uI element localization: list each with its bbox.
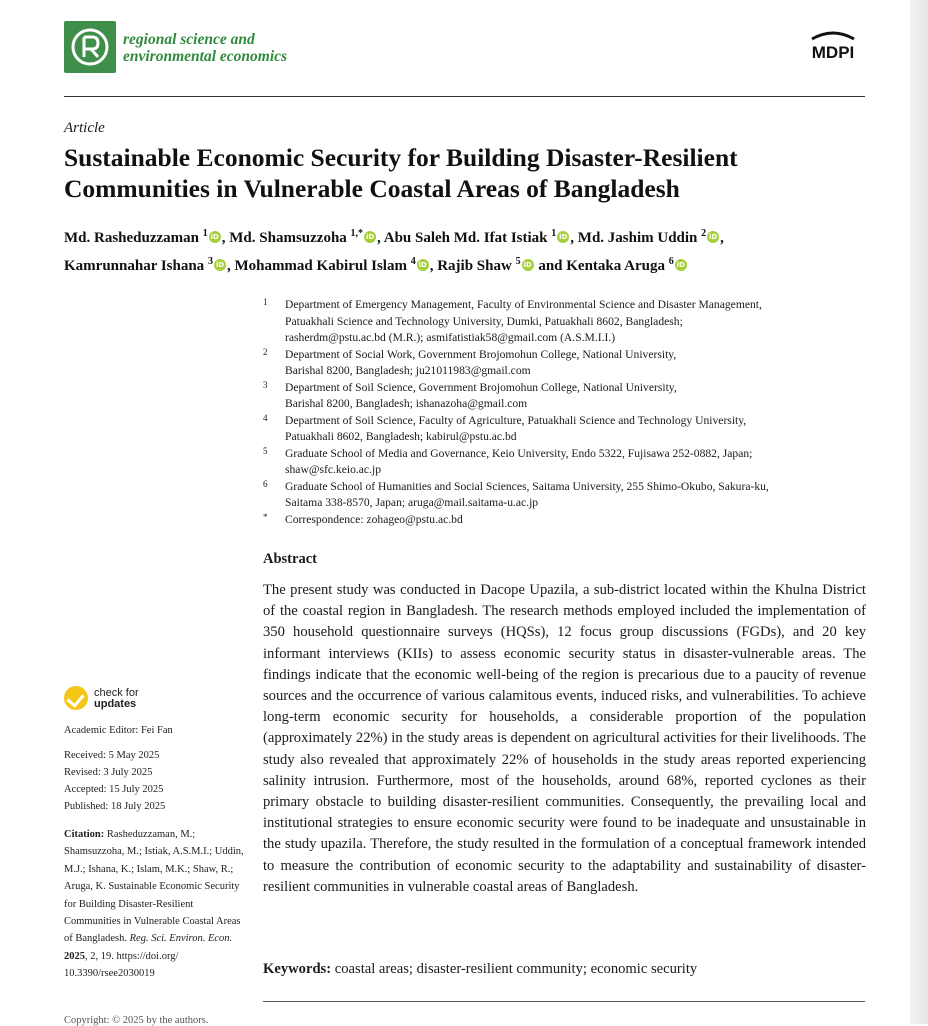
affiliation-number: 5 bbox=[263, 445, 268, 456]
citation-year: 2025 bbox=[64, 950, 85, 962]
keywords bbox=[263, 961, 866, 978]
article-title: Sustainable Economic Security for Building Disaster-Resilient Communities in Vulnerable Coastal Areas of Bangladesh bbox=[64, 143, 738, 203]
affiliation-line: Barishal 8200, Bangladesh; ishanazoha@gmail.com bbox=[285, 397, 528, 410]
author-affiliation-number: 6 bbox=[668, 256, 674, 267]
journal-logo-icon bbox=[64, 21, 116, 73]
author-affiliation-number: 1 bbox=[551, 228, 557, 239]
affiliation-item bbox=[263, 512, 863, 529]
keywords-text: coastal areas; disaster-resilient community; economic security bbox=[334, 961, 698, 977]
author-name[interactable]: Md. Rasheduzzaman bbox=[64, 230, 200, 246]
author-affiliation-number: 1,* bbox=[350, 228, 364, 239]
author-affiliation-number: 5 bbox=[515, 256, 521, 267]
affiliation-number: 6 bbox=[263, 478, 268, 489]
affiliation-line: Department of Soil Science, Faculty of Agriculture, Patuakhali Science and Technology University, bbox=[285, 413, 747, 427]
dates bbox=[64, 747, 244, 815]
header-divider bbox=[64, 96, 865, 97]
author-name[interactable]: Md. Jashim Uddin bbox=[577, 230, 698, 246]
affiliation-item bbox=[263, 446, 863, 479]
affiliation-number: 1 bbox=[263, 297, 268, 307]
citation-doi-link[interactable]: 10.3390/rsee2030019 bbox=[64, 968, 155, 980]
author-affiliation-number: 3 bbox=[207, 256, 213, 267]
orcid-icon[interactable]: iD bbox=[559, 233, 568, 241]
affiliation-line: Department of Soil Science, Government Brojomohun College, National University, bbox=[285, 380, 677, 394]
published-date: Published: 18 July 2025 bbox=[64, 801, 166, 812]
citation-label: Citation: bbox=[64, 829, 105, 840]
orcid-icon[interactable]: iD bbox=[709, 233, 718, 241]
affiliation-line: Patuakhali Science and Technology University, Dumki, Patuakhali 8602, Bangladesh; bbox=[285, 314, 683, 328]
article-type: Article bbox=[64, 120, 105, 136]
affiliation-item bbox=[263, 380, 863, 413]
copyright: Copyright: © 2025 by the authors. bbox=[64, 1015, 209, 1026]
affiliation-item bbox=[263, 413, 863, 446]
citation-authors: Rasheduzzaman, M.; Shamsuzzoha, M.; Istiak, A.S.M.I.; Uddin, M.J.; Ishana, K.; Islam, M.K.; Shaw, R.; Aruga, K. Sustainable Economic Security for Building Disaster-Resilient Communities in Vulnerable Coastal Areas of Bangladesh. bbox=[64, 829, 244, 945]
affiliation-line: Graduate School of Humanities and Social Sciences, Saitama University, 255 Shimo-Okubo, Sakura-ku, bbox=[285, 479, 769, 493]
affiliation-line: Department of Emergency Management, Faculty of Environmental Science and Disaster Management, bbox=[285, 298, 762, 311]
orcid-icon[interactable]: iD bbox=[676, 261, 685, 269]
affiliation-item bbox=[263, 347, 863, 380]
abstract-text: The present study was conducted in Dacope Upazila, a sub-district located within the Khulna District of the coastal region in Bangladesh. The research methods employed included the implementation of 350 household questionnaire surveys (HQSs), 12 focus group discussions (FGDs), and 20 key informant interviews (KIIs) to assess economic security status in disaster-vulnerable areas. The findings indicate that the economic well-being of the region is precarious due to a paucity of revenue sources and the occurrence of various calamitous events, induced risks, and vulnerabilities. To achieve long-term economic security for households, a considerable proportion of the population (approximately 22%) in the study areas is dependent on agricultural activities for their livelihoods. The study also revealed that approximately 22% of households in the study areas reported experiencing salinity intrusion. Furthermore, most of the households, around 68%, reported cyclones as their primary obstacle to building disaster-resilient communities. Consequently, the prevailing local and institutional strategies to ensure economic security were found to be inadequate and unsustainable in the study upazila. Therefore, the study resulted in the formulation of a conceptual framework intended to measure the contribution of economic security to the adaptability and sustainability of disaster-resilient communities in vulnerable coastal areas of Bangladesh. bbox=[263, 582, 866, 895]
affiliation-item bbox=[263, 479, 863, 512]
orcid-icon[interactable]: iD bbox=[365, 233, 375, 241]
author-affiliation-number: 4 bbox=[410, 256, 416, 267]
affiliation-number: 4 bbox=[263, 412, 268, 423]
citation-volume: , 2, 19. https://doi.org/ bbox=[85, 950, 179, 962]
author-name[interactable]: Kentaka Aruga bbox=[566, 258, 666, 274]
author-list: Md. Rasheduzzaman $^1$ iD , Md. Shamsuzzoha $^{1,*}$ iD , Abu Saleh Md. Ifat Istiak $^1$ iD , Md. Jashim Uddin $^2$ iD , Kamrunnahar Ishana $^3$ iD , Mohammad Kabirul Islam $^4$ iD , Rajib Shaw $^5$ iD and Kentaka Aruga $^6$ iD bbox=[64, 228, 724, 274]
affiliation-line: Barishal 8200, Bangladesh; ju21011983@gmail.com bbox=[285, 364, 531, 377]
affiliation-line: shaw@sfc.keio.ac.jp bbox=[285, 463, 381, 476]
author-name[interactable]: Mohammad Kabirul Islam bbox=[234, 258, 407, 274]
journal-name[interactable]: regional science and environmental economics bbox=[123, 31, 288, 65]
affiliation-line: Graduate School of Media and Governance, Keio University, Endo 5322, Fujisawa 252-0882, Japan; bbox=[285, 446, 753, 460]
affiliation-line: rasherdm@pstu.ac.bd (M.R.); asmifatistiak58@gmail.com (A.S.M.I.I.) bbox=[285, 331, 616, 344]
page-edge-shadow bbox=[910, 0, 928, 1024]
academic-editor: Academic Editor: Fei Fan bbox=[64, 725, 173, 736]
abstract-heading: Abstract bbox=[263, 551, 317, 567]
affiliation-number: * bbox=[263, 511, 268, 522]
orcid-icon[interactable]: iD bbox=[210, 233, 219, 241]
revised-date: Revised: 3 July 2025 bbox=[64, 767, 153, 778]
check-updates-line2: updates bbox=[94, 698, 137, 710]
affiliation-line: Department of Social Work, Government Brojomohun College, National University, bbox=[285, 347, 677, 361]
author-affiliation-number: 2 bbox=[701, 228, 707, 239]
orcid-icon[interactable]: iD bbox=[523, 261, 532, 269]
author-name[interactable]: Kamrunnahar Ishana bbox=[64, 258, 205, 274]
check-for-updates-icon bbox=[64, 686, 88, 710]
affiliations bbox=[263, 297, 863, 528]
orcid-icon[interactable]: iD bbox=[215, 261, 225, 269]
mdpi-logo-icon[interactable] bbox=[800, 31, 866, 65]
accepted-date: Accepted: 15 July 2025 bbox=[64, 784, 164, 795]
author-name[interactable]: Md. Shamsuzzoha bbox=[229, 230, 347, 246]
author-affiliation-number: 1 bbox=[202, 228, 208, 239]
affiliation-number: 3 bbox=[263, 379, 268, 390]
author-name[interactable]: Abu Saleh Md. Ifat Istiak bbox=[383, 230, 548, 246]
orcid-icon[interactable]: iD bbox=[418, 261, 427, 269]
check-updates-line1: check for bbox=[94, 687, 139, 699]
citation-journal: Reg. Sci. Environ. Econ. bbox=[129, 933, 233, 945]
citation bbox=[64, 826, 244, 983]
keywords-label: Keywords: bbox=[263, 961, 332, 977]
affiliation-line: Patuakhali 8602, Bangladesh; kabirul@pstu.ac.bd bbox=[285, 430, 517, 443]
check-for-updates-button[interactable] bbox=[64, 686, 164, 716]
received-date: Received: 5 May 2025 bbox=[64, 750, 160, 761]
affiliation-item bbox=[263, 297, 863, 347]
affiliation-line: Correspondence: zohageo@pstu.ac.bd bbox=[285, 512, 463, 526]
publisher-name: MDPI bbox=[811, 43, 855, 62]
author-name[interactable]: Rajib Shaw bbox=[437, 258, 512, 274]
bottom-divider bbox=[263, 1001, 865, 1002]
affiliation-line: Saitama 338-8570, Japan; aruga@mail.saitama-u.ac.jp bbox=[285, 496, 539, 509]
affiliation-number: 2 bbox=[263, 346, 268, 357]
